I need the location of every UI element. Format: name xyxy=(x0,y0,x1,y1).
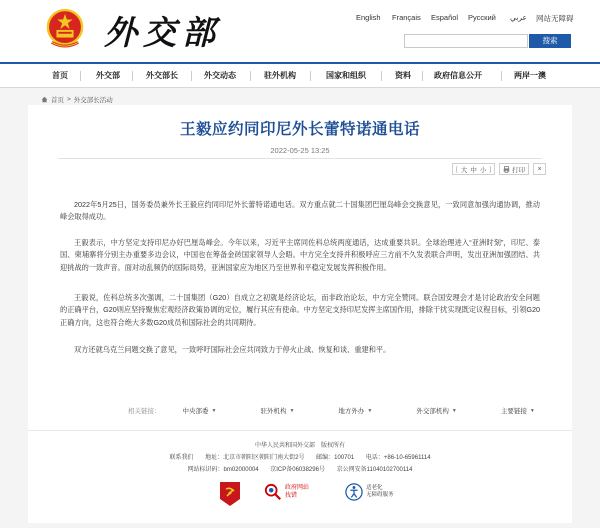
home-icon xyxy=(41,96,48,103)
nav-divider xyxy=(191,71,192,81)
gov-site-error-badge[interactable] xyxy=(264,483,309,501)
font-size-group: [ 大 中 小 ] xyxy=(452,163,495,175)
search-input[interactable] xyxy=(404,34,528,48)
nav-divider xyxy=(80,71,81,81)
nav-divider xyxy=(250,71,251,81)
print-label: 打印 xyxy=(512,166,526,174)
gov-badge-line1: 政府网站 xyxy=(285,485,310,491)
article-paragraph: 王毅表示，中方坚定支持印尼办好巴厘岛峰会。今年以来，习近平主席同佐科总统两度通话，达成重要共识。全球治理进入“亚洲时刻”，印尼、泰国、柬埔寨将分别主办重要多边会议，中国也在筹备金砖国家领导人会晤。中方完全支持并积极呼应三方前不久发表联合声明，发出亚洲加强团结、共迎挑战的一致声音。面对动乱频仍的国际局势，亚洲国家应为地区乃至世界和平稳定发展发挥积极作用。 xyxy=(60,238,540,272)
related-link-local[interactable]: 地方外办 ▼ xyxy=(338,407,373,415)
nav-item-disclosure[interactable]: 政府信息公开 xyxy=(434,71,482,80)
footer-contact-row xyxy=(0,452,600,461)
footer-registration-row xyxy=(0,464,600,473)
magnifier-icon xyxy=(264,483,282,501)
lang-russian[interactable]: Русский xyxy=(468,13,496,22)
accessibility-icon xyxy=(345,483,363,501)
accessibility-link[interactable]: 网站无障碍 xyxy=(536,14,574,23)
lang-french[interactable]: Français xyxy=(392,13,421,22)
footer-postcode: 邮编：100701 xyxy=(316,455,355,461)
printer-icon xyxy=(503,166,510,173)
related-link-missions[interactable]: 驻外机构 ▼ xyxy=(260,407,295,415)
article-paragraph: 双方还就乌克兰问题交换了意见，一致呼吁国际社会应共同致力于停火止战、恢复和谈、重建和平。 xyxy=(74,345,391,354)
breadcrumb-separator: > xyxy=(67,96,71,103)
nav-item-home[interactable]: 首页 xyxy=(52,71,68,80)
party-emblem-icon[interactable] xyxy=(219,481,241,507)
print-button[interactable] xyxy=(499,163,529,175)
footer-icp[interactable]: 京ICP备06038296号 xyxy=(270,467,325,473)
caret-down-icon: ▼ xyxy=(289,407,295,414)
related-link-main[interactable]: 主要链接 ▼ xyxy=(500,407,535,415)
nav-divider xyxy=(310,71,311,81)
font-size-medium-button[interactable]: 中 xyxy=(470,166,477,174)
site-header xyxy=(0,0,600,62)
nav-divider xyxy=(422,71,423,81)
breadcrumb-current[interactable]: 外交部长活动 xyxy=(73,97,113,104)
nav-divider xyxy=(132,71,133,81)
caret-down-icon: ▼ xyxy=(529,407,535,414)
site-logo-text[interactable]: 外交部 xyxy=(104,13,221,52)
nav-divider xyxy=(381,71,382,81)
footer-badges xyxy=(0,481,600,511)
lang-arabic[interactable]: عربي xyxy=(510,13,527,22)
footer-copyright: 中华人民共和国外交部 版权所有 xyxy=(254,443,345,449)
gov-badge-line2: 找错 xyxy=(285,493,298,499)
footer-phone: 电话：+86-10-65961114 xyxy=(365,455,431,461)
footer-police[interactable]: 京公网安备11040102700114 xyxy=(336,467,413,473)
caret-down-icon: ▼ xyxy=(367,407,373,414)
article-paragraph: 王毅说，佐科总统多次强调，二十国集团（G20）自成立之初就是经济论坛，而非政治论坛，中方完全赞同。联合国安理会才是讨论政治安全问题的正确平台，G20则应坚持聚焦宏观经济政策协调的定位，履行其应有使命。中方坚定支持印尼发挥主席国作用，排除干扰实现既定议程目标，引领G20正确方向，这也符合绝大多数G20成员和国际社会的共同期待。 xyxy=(60,293,540,327)
nav-item-missions[interactable]: 驻外机构 xyxy=(264,71,296,80)
acc-badge-line1: 适老化 xyxy=(366,485,383,491)
caret-down-icon: ▼ xyxy=(451,407,457,414)
nav-item-cross-strait[interactable]: 两岸一澳 xyxy=(514,71,546,80)
close-button[interactable]: × xyxy=(533,163,546,175)
font-size-large-button[interactable]: 大 xyxy=(460,166,468,174)
related-links-label: 相关链接： xyxy=(128,408,161,415)
nav-item-news[interactable]: 外交动态 xyxy=(204,71,236,80)
lang-spanish[interactable]: Español xyxy=(431,13,459,22)
nav-item-ministry[interactable]: 外交部 xyxy=(96,71,120,80)
breadcrumb xyxy=(41,95,113,104)
related-link-departments[interactable]: 外交部机构 ▼ xyxy=(416,407,457,415)
article-title: 王毅应约同印尼外长蕾特诺通电话 xyxy=(179,121,420,138)
footer-divider xyxy=(28,430,572,431)
nav-item-resources[interactable]: 资料 xyxy=(395,71,411,80)
elderly-accessibility-badge[interactable] xyxy=(345,483,394,501)
title-divider xyxy=(58,158,542,159)
footer-contact-link[interactable]: 联系我们 xyxy=(169,455,194,461)
main-nav xyxy=(0,62,600,88)
search-button[interactable]: 搜索 xyxy=(529,34,571,48)
font-size-controls xyxy=(452,163,546,175)
caret-down-icon: ▼ xyxy=(211,407,217,414)
related-links xyxy=(128,406,579,415)
acc-badge-line2: 无障碍服务 xyxy=(366,492,394,498)
related-link-ministries[interactable]: 中央部委 ▼ xyxy=(182,407,217,415)
nav-divider xyxy=(501,71,502,81)
footer-address: 地址：北京市朝阳区朝阳门南大街2号 xyxy=(205,455,305,461)
breadcrumb-home[interactable]: 首页 xyxy=(51,97,64,104)
nav-item-minister[interactable]: 外交部长 xyxy=(146,71,178,80)
article-date: 2022-05-25 13:25 xyxy=(270,146,330,155)
national-emblem-icon[interactable] xyxy=(46,8,84,50)
lang-english[interactable]: English xyxy=(356,13,381,22)
article-paragraph: 2022年5月25日，国务委员兼外长王毅应约同印尼外长蕾特诺通电话。双方重点就二十国集团巴厘岛峰会交换意见，一致同意加强沟通协调，推动峰会取得成功。 xyxy=(60,200,540,222)
footer-site-id: 网站标识码：bm02000004 xyxy=(187,467,259,473)
font-size-small-button[interactable]: 小 xyxy=(479,166,487,174)
nav-item-countries[interactable]: 国家和组织 xyxy=(326,71,366,80)
